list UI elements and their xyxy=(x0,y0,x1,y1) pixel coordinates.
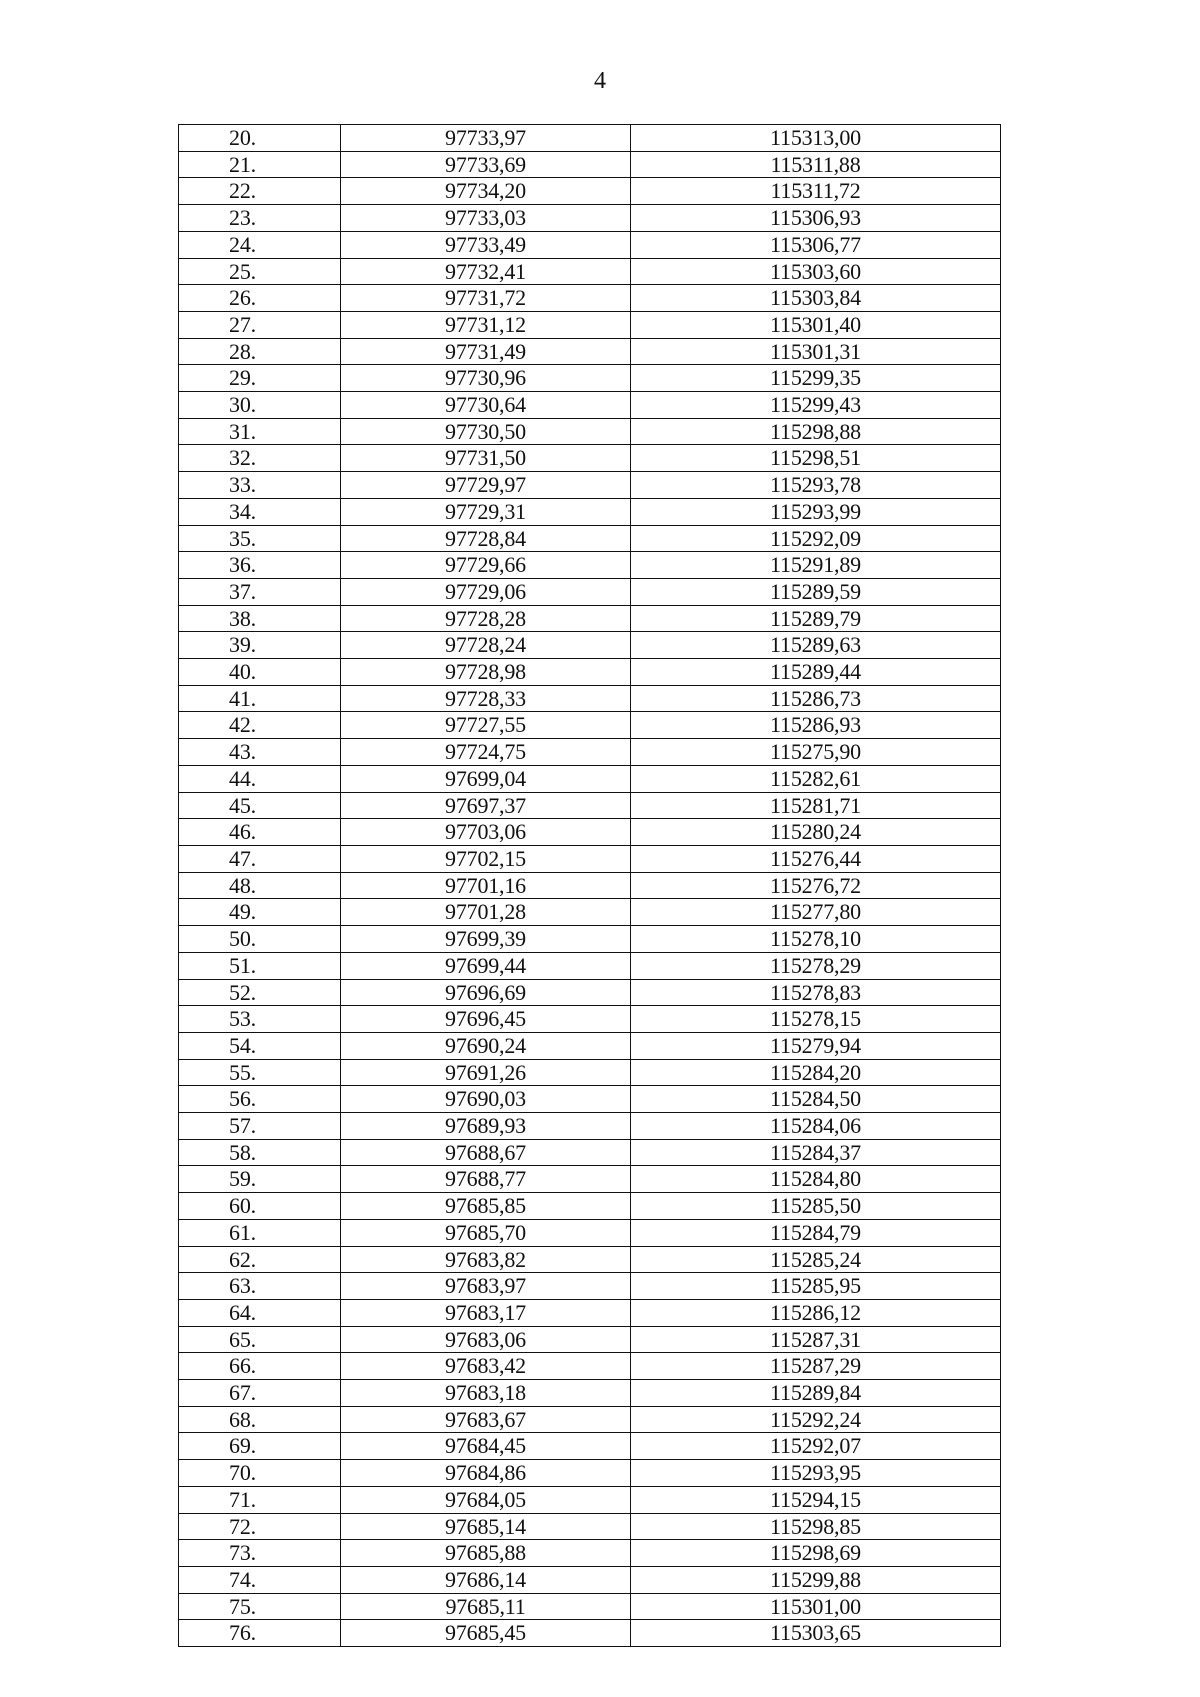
table-row xyxy=(179,1620,1001,1647)
x-coordinate-cell: 97686,14 xyxy=(341,1566,631,1593)
y-coordinate-cell: 115299,43 xyxy=(631,392,1001,419)
x-coordinate-cell: 97685,14 xyxy=(341,1513,631,1540)
x-coordinate-cell: 97732,41 xyxy=(341,258,631,285)
x-coordinate-cell: 97733,49 xyxy=(341,231,631,258)
table-row xyxy=(179,1353,1001,1380)
y-coordinate-cell: 115289,44 xyxy=(631,659,1001,686)
y-coordinate-cell: 115278,15 xyxy=(631,1006,1001,1033)
x-coordinate-cell: 97685,85 xyxy=(341,1193,631,1220)
point-number-cell: 64. xyxy=(179,1299,341,1326)
y-coordinate-cell: 115282,61 xyxy=(631,765,1001,792)
y-coordinate-cell: 115306,93 xyxy=(631,205,1001,232)
point-number-cell: 52. xyxy=(179,979,341,1006)
y-coordinate-cell: 115276,44 xyxy=(631,845,1001,872)
table-row xyxy=(179,392,1001,419)
y-coordinate-cell: 115292,09 xyxy=(631,525,1001,552)
point-number-cell: 39. xyxy=(179,632,341,659)
x-coordinate-cell: 97729,97 xyxy=(341,472,631,499)
y-coordinate-cell: 115284,80 xyxy=(631,1166,1001,1193)
y-coordinate-cell: 115286,93 xyxy=(631,712,1001,739)
point-number-cell: 47. xyxy=(179,845,341,872)
y-coordinate-cell: 115279,94 xyxy=(631,1032,1001,1059)
point-number-cell: 38. xyxy=(179,605,341,632)
point-number-cell: 60. xyxy=(179,1193,341,1220)
y-coordinate-cell: 115311,88 xyxy=(631,151,1001,178)
x-coordinate-cell: 97733,03 xyxy=(341,205,631,232)
table-row xyxy=(179,819,1001,846)
x-coordinate-cell: 97730,64 xyxy=(341,392,631,419)
table-row xyxy=(179,125,1001,152)
table-row xyxy=(179,525,1001,552)
table-row xyxy=(179,365,1001,392)
point-number-cell: 37. xyxy=(179,578,341,605)
table-row xyxy=(179,151,1001,178)
point-number-cell: 67. xyxy=(179,1380,341,1407)
y-coordinate-cell: 115280,24 xyxy=(631,819,1001,846)
point-number-cell: 73. xyxy=(179,1540,341,1567)
y-coordinate-cell: 115285,50 xyxy=(631,1193,1001,1220)
point-number-cell: 53. xyxy=(179,1006,341,1033)
table-row xyxy=(179,578,1001,605)
point-number-cell: 42. xyxy=(179,712,341,739)
y-coordinate-cell: 115293,99 xyxy=(631,498,1001,525)
point-number-cell: 24. xyxy=(179,231,341,258)
x-coordinate-cell: 97728,24 xyxy=(341,632,631,659)
x-coordinate-cell: 97688,67 xyxy=(341,1139,631,1166)
x-coordinate-cell: 97684,45 xyxy=(341,1433,631,1460)
table-row xyxy=(179,1540,1001,1567)
x-coordinate-cell: 97728,28 xyxy=(341,605,631,632)
point-number-cell: 49. xyxy=(179,899,341,926)
point-number-cell: 40. xyxy=(179,659,341,686)
y-coordinate-cell: 115298,51 xyxy=(631,445,1001,472)
table-row xyxy=(179,1273,1001,1300)
x-coordinate-cell: 97690,24 xyxy=(341,1032,631,1059)
x-coordinate-cell: 97684,86 xyxy=(341,1460,631,1487)
table-row xyxy=(179,1406,1001,1433)
x-coordinate-cell: 97733,69 xyxy=(341,151,631,178)
point-number-cell: 68. xyxy=(179,1406,341,1433)
table-row xyxy=(179,1513,1001,1540)
table-row xyxy=(179,685,1001,712)
x-coordinate-cell: 97728,84 xyxy=(341,525,631,552)
point-number-cell: 58. xyxy=(179,1139,341,1166)
page-number: 4 xyxy=(594,68,606,94)
table-row xyxy=(179,1486,1001,1513)
table-row xyxy=(179,1246,1001,1273)
table-row xyxy=(179,1219,1001,1246)
point-number-cell: 63. xyxy=(179,1273,341,1300)
table-row xyxy=(179,205,1001,232)
x-coordinate-cell: 97683,17 xyxy=(341,1299,631,1326)
y-coordinate-cell: 115278,10 xyxy=(631,926,1001,953)
table-row xyxy=(179,498,1001,525)
coordinates-table xyxy=(178,124,1001,1647)
table-row xyxy=(179,605,1001,632)
x-coordinate-cell: 97733,97 xyxy=(341,125,631,152)
point-number-cell: 75. xyxy=(179,1593,341,1620)
y-coordinate-cell: 115298,85 xyxy=(631,1513,1001,1540)
x-coordinate-cell: 97685,88 xyxy=(341,1540,631,1567)
y-coordinate-cell: 115289,59 xyxy=(631,578,1001,605)
point-number-cell: 59. xyxy=(179,1166,341,1193)
point-number-cell: 69. xyxy=(179,1433,341,1460)
y-coordinate-cell: 115303,65 xyxy=(631,1620,1001,1647)
point-number-cell: 71. xyxy=(179,1486,341,1513)
table-row xyxy=(179,178,1001,205)
point-number-cell: 36. xyxy=(179,552,341,579)
point-number-cell: 33. xyxy=(179,472,341,499)
x-coordinate-cell: 97730,50 xyxy=(341,418,631,445)
point-number-cell: 25. xyxy=(179,258,341,285)
y-coordinate-cell: 115292,24 xyxy=(631,1406,1001,1433)
table-row xyxy=(179,1166,1001,1193)
coordinates-table-body xyxy=(179,125,1001,1647)
point-number-cell: 66. xyxy=(179,1353,341,1380)
table-row xyxy=(179,258,1001,285)
y-coordinate-cell: 115303,84 xyxy=(631,285,1001,312)
y-coordinate-cell: 115284,20 xyxy=(631,1059,1001,1086)
y-coordinate-cell: 115313,00 xyxy=(631,125,1001,152)
table-row xyxy=(179,739,1001,766)
table-row xyxy=(179,952,1001,979)
x-coordinate-cell: 97731,50 xyxy=(341,445,631,472)
x-coordinate-cell: 97731,72 xyxy=(341,285,631,312)
y-coordinate-cell: 115284,50 xyxy=(631,1086,1001,1113)
point-number-cell: 34. xyxy=(179,498,341,525)
table-row xyxy=(179,1113,1001,1140)
x-coordinate-cell: 97696,45 xyxy=(341,1006,631,1033)
table-row xyxy=(179,845,1001,872)
table-row xyxy=(179,1059,1001,1086)
x-coordinate-cell: 97724,75 xyxy=(341,739,631,766)
table-row xyxy=(179,231,1001,258)
point-number-cell: 51. xyxy=(179,952,341,979)
x-coordinate-cell: 97729,06 xyxy=(341,578,631,605)
table-row xyxy=(179,552,1001,579)
y-coordinate-cell: 115306,77 xyxy=(631,231,1001,258)
table-row xyxy=(179,1006,1001,1033)
y-coordinate-cell: 115284,37 xyxy=(631,1139,1001,1166)
point-number-cell: 74. xyxy=(179,1566,341,1593)
x-coordinate-cell: 97734,20 xyxy=(341,178,631,205)
x-coordinate-cell: 97683,42 xyxy=(341,1353,631,1380)
x-coordinate-cell: 97730,96 xyxy=(341,365,631,392)
point-number-cell: 46. xyxy=(179,819,341,846)
point-number-cell: 28. xyxy=(179,338,341,365)
x-coordinate-cell: 97683,18 xyxy=(341,1380,631,1407)
point-number-cell: 62. xyxy=(179,1246,341,1273)
x-coordinate-cell: 97690,03 xyxy=(341,1086,631,1113)
x-coordinate-cell: 97729,31 xyxy=(341,498,631,525)
table-row xyxy=(179,659,1001,686)
x-coordinate-cell: 97731,49 xyxy=(341,338,631,365)
y-coordinate-cell: 115289,84 xyxy=(631,1380,1001,1407)
table-row xyxy=(179,765,1001,792)
x-coordinate-cell: 97684,05 xyxy=(341,1486,631,1513)
point-number-cell: 44. xyxy=(179,765,341,792)
table-row xyxy=(179,445,1001,472)
x-coordinate-cell: 97688,77 xyxy=(341,1166,631,1193)
table-row xyxy=(179,712,1001,739)
table-row xyxy=(179,1593,1001,1620)
table-row xyxy=(179,338,1001,365)
x-coordinate-cell: 97685,45 xyxy=(341,1620,631,1647)
x-coordinate-cell: 97689,93 xyxy=(341,1113,631,1140)
x-coordinate-cell: 97685,70 xyxy=(341,1219,631,1246)
point-number-cell: 30. xyxy=(179,392,341,419)
y-coordinate-cell: 115289,63 xyxy=(631,632,1001,659)
x-coordinate-cell: 97729,66 xyxy=(341,552,631,579)
point-number-cell: 70. xyxy=(179,1460,341,1487)
x-coordinate-cell: 97699,44 xyxy=(341,952,631,979)
y-coordinate-cell: 115286,73 xyxy=(631,685,1001,712)
table-row xyxy=(179,899,1001,926)
x-coordinate-cell: 97683,06 xyxy=(341,1326,631,1353)
table-row xyxy=(179,1299,1001,1326)
x-coordinate-cell: 97691,26 xyxy=(341,1059,631,1086)
y-coordinate-cell: 115276,72 xyxy=(631,872,1001,899)
point-number-cell: 23. xyxy=(179,205,341,232)
point-number-cell: 57. xyxy=(179,1113,341,1140)
y-coordinate-cell: 115284,06 xyxy=(631,1113,1001,1140)
point-number-cell: 55. xyxy=(179,1059,341,1086)
x-coordinate-cell: 97685,11 xyxy=(341,1593,631,1620)
table-row xyxy=(179,418,1001,445)
point-number-cell: 56. xyxy=(179,1086,341,1113)
point-number-cell: 54. xyxy=(179,1032,341,1059)
point-number-cell: 61. xyxy=(179,1219,341,1246)
point-number-cell: 21. xyxy=(179,151,341,178)
table-row xyxy=(179,1433,1001,1460)
table-row xyxy=(179,1566,1001,1593)
table-row xyxy=(179,872,1001,899)
y-coordinate-cell: 115289,79 xyxy=(631,605,1001,632)
x-coordinate-cell: 97699,39 xyxy=(341,926,631,953)
y-coordinate-cell: 115291,89 xyxy=(631,552,1001,579)
y-coordinate-cell: 115311,72 xyxy=(631,178,1001,205)
table-row xyxy=(179,311,1001,338)
y-coordinate-cell: 115287,31 xyxy=(631,1326,1001,1353)
x-coordinate-cell: 97683,97 xyxy=(341,1273,631,1300)
y-coordinate-cell: 115301,40 xyxy=(631,311,1001,338)
y-coordinate-cell: 115292,07 xyxy=(631,1433,1001,1460)
x-coordinate-cell: 97696,69 xyxy=(341,979,631,1006)
x-coordinate-cell: 97683,82 xyxy=(341,1246,631,1273)
y-coordinate-cell: 115285,95 xyxy=(631,1273,1001,1300)
x-coordinate-cell: 97699,04 xyxy=(341,765,631,792)
point-number-cell: 32. xyxy=(179,445,341,472)
y-coordinate-cell: 115301,00 xyxy=(631,1593,1001,1620)
y-coordinate-cell: 115294,15 xyxy=(631,1486,1001,1513)
table-row xyxy=(179,1326,1001,1353)
y-coordinate-cell: 115277,80 xyxy=(631,899,1001,926)
table-row xyxy=(179,1460,1001,1487)
point-number-cell: 26. xyxy=(179,285,341,312)
table-row xyxy=(179,632,1001,659)
point-number-cell: 65. xyxy=(179,1326,341,1353)
x-coordinate-cell: 97697,37 xyxy=(341,792,631,819)
y-coordinate-cell: 115275,90 xyxy=(631,739,1001,766)
y-coordinate-cell: 115278,83 xyxy=(631,979,1001,1006)
point-number-cell: 72. xyxy=(179,1513,341,1540)
y-coordinate-cell: 115285,24 xyxy=(631,1246,1001,1273)
point-number-cell: 45. xyxy=(179,792,341,819)
point-number-cell: 29. xyxy=(179,365,341,392)
x-coordinate-cell: 97701,16 xyxy=(341,872,631,899)
point-number-cell: 27. xyxy=(179,311,341,338)
y-coordinate-cell: 115293,78 xyxy=(631,472,1001,499)
table-row xyxy=(179,472,1001,499)
x-coordinate-cell: 97683,67 xyxy=(341,1406,631,1433)
y-coordinate-cell: 115298,69 xyxy=(631,1540,1001,1567)
x-coordinate-cell: 97727,55 xyxy=(341,712,631,739)
table-row xyxy=(179,1139,1001,1166)
x-coordinate-cell: 97703,06 xyxy=(341,819,631,846)
table-row xyxy=(179,1380,1001,1407)
x-coordinate-cell: 97728,98 xyxy=(341,659,631,686)
y-coordinate-cell: 115284,79 xyxy=(631,1219,1001,1246)
y-coordinate-cell: 115281,71 xyxy=(631,792,1001,819)
point-number-cell: 20. xyxy=(179,125,341,152)
y-coordinate-cell: 115287,29 xyxy=(631,1353,1001,1380)
table-row xyxy=(179,1032,1001,1059)
point-number-cell: 50. xyxy=(179,926,341,953)
table-row xyxy=(179,1193,1001,1220)
table-row xyxy=(179,792,1001,819)
point-number-cell: 48. xyxy=(179,872,341,899)
table-row xyxy=(179,979,1001,1006)
y-coordinate-cell: 115299,88 xyxy=(631,1566,1001,1593)
y-coordinate-cell: 115301,31 xyxy=(631,338,1001,365)
point-number-cell: 43. xyxy=(179,739,341,766)
point-number-cell: 22. xyxy=(179,178,341,205)
x-coordinate-cell: 97701,28 xyxy=(341,899,631,926)
point-number-cell: 31. xyxy=(179,418,341,445)
x-coordinate-cell: 97731,12 xyxy=(341,311,631,338)
table-row xyxy=(179,1086,1001,1113)
x-coordinate-cell: 97728,33 xyxy=(341,685,631,712)
y-coordinate-cell: 115286,12 xyxy=(631,1299,1001,1326)
x-coordinate-cell: 97702,15 xyxy=(341,845,631,872)
table-row xyxy=(179,285,1001,312)
table-row xyxy=(179,926,1001,953)
y-coordinate-cell: 115303,60 xyxy=(631,258,1001,285)
y-coordinate-cell: 115298,88 xyxy=(631,418,1001,445)
point-number-cell: 35. xyxy=(179,525,341,552)
point-number-cell: 41. xyxy=(179,685,341,712)
y-coordinate-cell: 115278,29 xyxy=(631,952,1001,979)
y-coordinate-cell: 115293,95 xyxy=(631,1460,1001,1487)
point-number-cell: 76. xyxy=(179,1620,341,1647)
y-coordinate-cell: 115299,35 xyxy=(631,365,1001,392)
